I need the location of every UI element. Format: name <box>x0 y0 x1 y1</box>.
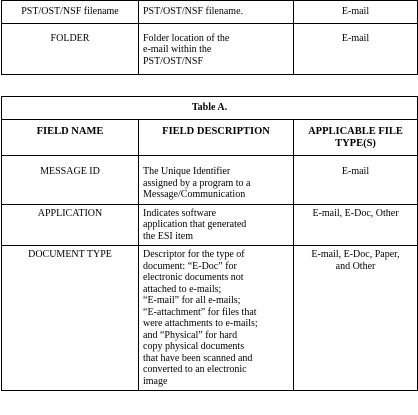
table-row <box>2 156 418 205</box>
description-line: application that generated <box>143 219 247 230</box>
description-line: copy physical documents <box>143 341 245 352</box>
description-line: The Unique Identifier <box>143 166 231 177</box>
description-line: Indicates software <box>143 207 217 219</box>
field-description-cell <box>139 246 294 391</box>
description-line: “E-mail” for all e-mails; <box>143 295 241 306</box>
header-field-description: FIELD DESCRIPTION <box>139 120 294 156</box>
field-name-cell: APPLICATION <box>2 204 139 246</box>
field-name-cell: DOCUMENT TYPE <box>2 246 139 391</box>
file-type-line: and Other <box>335 260 376 272</box>
file-type-cell: E-mail <box>294 1 418 24</box>
description-line: Descriptor for the type of <box>143 249 245 260</box>
header-applicable-file-types <box>294 120 418 156</box>
field-description-cell <box>139 23 294 74</box>
table-caption: Table A. <box>2 97 418 120</box>
header-line: TYPE(S) <box>335 137 376 149</box>
file-type-line: E-mail, E-Doc, Paper, <box>311 249 400 260</box>
description-line: Message/Communication <box>143 189 246 200</box>
file-type-cell: E-mail, E-Doc, Other <box>294 204 418 246</box>
description-line: PST/OST/NSF <box>143 55 204 67</box>
field-name-cell: PST/OST/NSF filename <box>2 1 139 24</box>
field-table-continued <box>1 0 418 75</box>
table-row <box>2 1 418 24</box>
table-row <box>2 246 418 391</box>
field-description-cell <box>139 156 294 205</box>
description-line: e-mail within the <box>143 44 212 55</box>
table-a <box>1 96 418 391</box>
description-line: “E-attachment” for files that <box>143 306 257 318</box>
file-type-cell: E-mail <box>294 156 418 205</box>
field-name-cell: MESSAGE ID <box>2 156 139 205</box>
field-description-cell: PST/OST/NSF filename. <box>139 1 294 24</box>
table-row <box>2 204 418 246</box>
table-caption-row <box>2 97 418 120</box>
description-line: assigned by a program to a <box>143 177 251 189</box>
field-name-cell: FOLDER <box>2 23 139 74</box>
table-row <box>2 23 418 74</box>
description-line: attached to e-mails; <box>143 283 222 295</box>
description-line: that have been scanned and <box>143 352 253 364</box>
description-line: the ESI item <box>143 230 193 242</box>
header-field-name: FIELD NAME <box>2 120 139 156</box>
file-type-cell <box>294 246 418 391</box>
description-line: and “Physical” for hard <box>143 329 238 341</box>
header-line: APPLICABLE FILE <box>308 126 403 137</box>
file-type-cell: E-mail <box>294 23 418 74</box>
description-line: Folder location of the <box>143 32 230 44</box>
description-line: electronic documents not <box>143 272 244 283</box>
description-line: document: “E-Doc” for <box>143 260 237 272</box>
description-line: image <box>143 375 168 387</box>
field-description-cell <box>139 204 294 246</box>
description-line: converted to an electronic <box>143 364 247 375</box>
table-header-row <box>2 120 418 156</box>
description-line: were attachments to e-mails; <box>143 318 258 329</box>
